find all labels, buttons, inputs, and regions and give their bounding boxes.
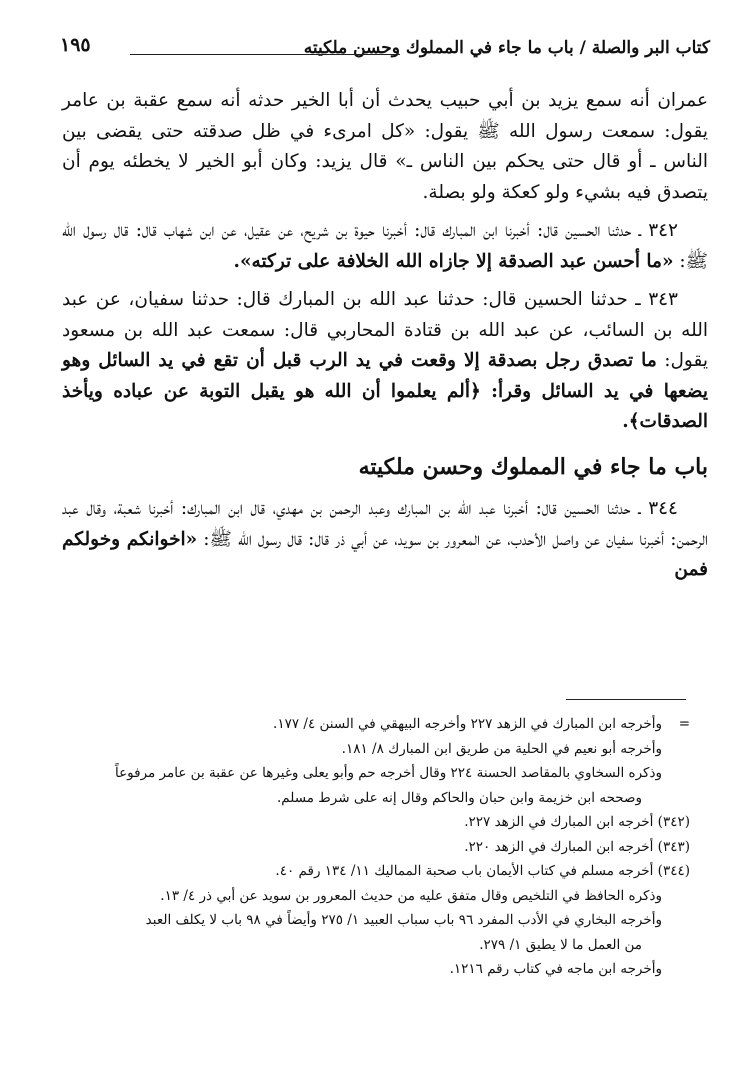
page-number: ١٩٥: [60, 34, 91, 56]
paragraph-hadith-344: [62, 494, 708, 586]
hadith-344-matn: «اخوانكم وخولكم فمن: [62, 528, 708, 580]
footnote-line: وأخرجه أبو نعيم في الحلية من طريق ابن المبارك ٨/ ١٨١.: [341, 740, 662, 757]
footnote-line: وذكره السخاوي بالمقاصد الحسنة ٢٢٤ وقال أخرجه حم وأبو يعلى وغيرها عن عقبة بن عامر مرفوعاً: [114, 765, 662, 781]
running-title: كتاب البر والصلة / باب ما جاء في المملوك وحسن ملكيته: [303, 38, 710, 58]
footnote-line: (٣٤٢) أخرجه ابن المبارك في الزهد ٢٢٧.: [464, 814, 690, 830]
footnote-line: وأخرجه ابن ماجه في كتاب رقم ١٢١٦.: [449, 961, 662, 977]
main-text: [62, 86, 708, 594]
header-rule: [130, 54, 400, 55]
footnote-line: =وأخرجه ابن المبارك في الزهد ٢٢٧ وأخرجه البيهقي في السنن ٤/ ١٧٧.: [60, 712, 690, 737]
footnote-line: من العمل ما لا يطيق ١/ ٢٧٩.: [479, 936, 642, 953]
continuation-mark: =: [678, 716, 690, 732]
footnote-line: وصححه ابن خزيمة وابن حبان والحاكم وقال إنه على شرط مسلم.: [277, 789, 642, 806]
footnote-line: وأخرجه البخاري في الأدب المفرد ٩٦ باب سباب العبيد ١/ ٢٧٥ وأيضاً في ٩٨ باب لا يكلف العبد: [145, 912, 662, 928]
paragraph-hadith-343: [62, 285, 708, 438]
hadith-343-matn: ما تصدق رجل بصدقة إلا وقعت في يد الرب قبل أن تقع في يد السائل وهو يضعها في يد السائل وقرأ: ﴿ألم يعلموا أن الله هو يقبل التوبة عن عباده ويأخذ الصدقات﴾.: [62, 350, 708, 432]
hadith-343-isnad: ٣٤٣ ـ حدثنا الحسين قال: حدثنا عبد الله بن المبارك قال: حدثنا سفيان، عن عبد الله بن السائب، عن عبد الله بن قتادة المحاربي قال: سمعت عبد الله بن مسعود يقول:: [62, 289, 708, 371]
footnote-line: (٣٤٣) أخرجه ابن المبارك في الزهد ٢٢٠.: [464, 838, 690, 855]
hadith-344-isnad: ٣٤٤ ـ حدثنا الحسين قال: أخبرنا عبد الله بن المبارك وعبد الرحمن بن مهدي، قال ابن المبارك: أخبرنا شعبة، وقال عبد الرحمن: أخبرنا سفيان عن واصل الأحدب، عن المعرور بن سويد، عن أبي ذر قال: قال رسول الله ﷺ:: [62, 498, 708, 550]
footnote-separator: [566, 699, 686, 700]
footnote-line: وذكره الحافظ في التلخيص وقال متفق عليه من حديث المعرور بن سويد عن أبي ذر ٤/ ١٣.: [160, 887, 662, 904]
paragraph-hadith-341-end: عمران أنه سمع يزيد بن أبي حبيب يحدث أن أبا الخير حدثه أنه سمع عقبة بن عامر يقول: سمعت رسول الله ﷺ يقول: «كل امرىء في ظل صدقته حتى يقضى بين الناس ـ أو قال حتى يحكم بين الناس ـ» قال يزيد: وكان أبو الخير لا يخطئه يوم أن يتصدق فيه بشيء ولو كعكة ولو بصلة.: [62, 90, 708, 203]
footnote-line: (٣٤٤) أخرجه مسلم في كتاب الأيمان باب صحبة المماليك ١١/ ١٣٤ رقم ٤٠.: [275, 863, 690, 879]
chapter-heading: باب ما جاء في المملوك وحسن ملكيته: [358, 453, 708, 480]
page-header: [60, 30, 710, 70]
footnotes: [60, 712, 690, 982]
hadith-342-matn: «ما أحسن عبد الصدقة إلا جازاه الله الخلافة على تركته».: [233, 250, 674, 272]
hadith-342-isnad: ٣٤٢ ـ حدثنا الحسين قال: أخبرنا ابن المبارك قال: أخبرنا حيوة بن شريح، عن عقيل، عن ابن شهاب قال: قال رسول الله ﷺ:: [62, 220, 708, 272]
paragraph-hadith-342: [62, 216, 708, 277]
